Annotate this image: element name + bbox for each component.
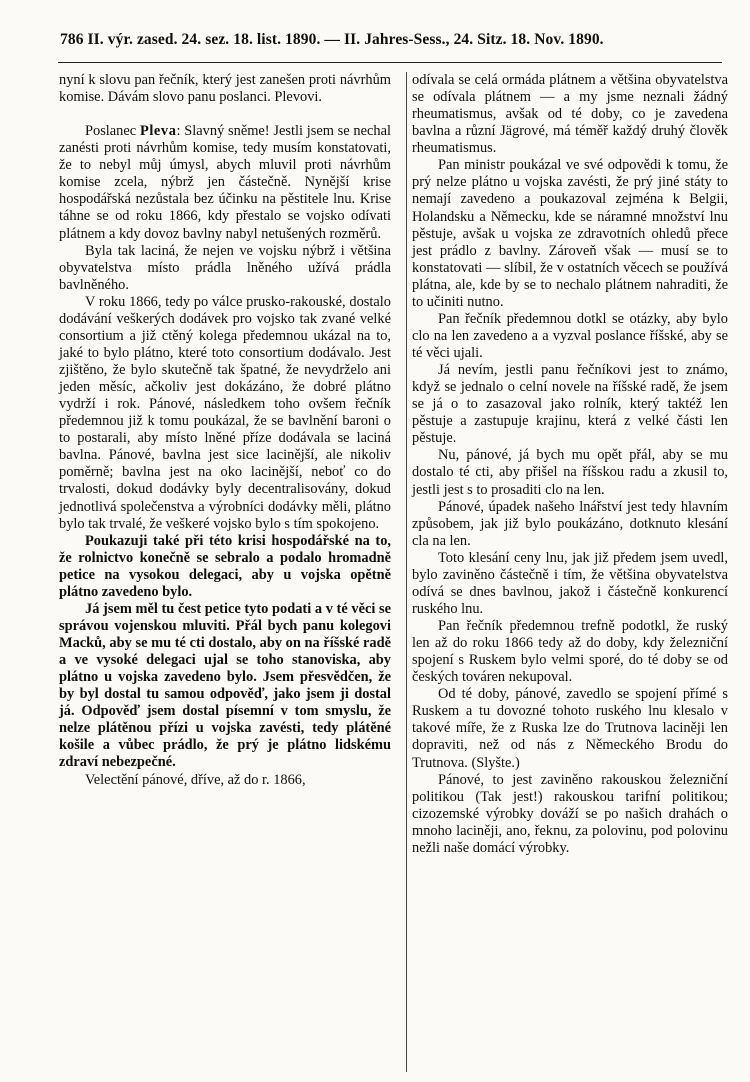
paragraph: Poukazuji také při této krisi hospodářské na to, že rolnictvo konečně se sebralo a podalo hromadně petice na vysokou delegaci, aby u vojska opětně plátno zavedeno bylo. <box>59 532 391 600</box>
speaker-name: Pleva <box>139 123 177 140</box>
right-column <box>412 72 728 857</box>
paragraph: Pan ministr poukázal ve své odpovědi k tomu, že prý nelze plátno u vojska zavésti, že prý jiné státy to nemají zavedeno a poukazoval zejména k Belgii, Holandsku a Německu, kde se náramné množství lnu pěstuje, avšak u vojska ze zdravotních ohledů přece jest prádlo z bavlny. Zároveň však — musí se to konstatovati — slíbil, že v ostatních věcech se používá plátna, ale, kde by se to nechalo plátnem nahraditi, že to učiniti nutno. <box>412 157 728 310</box>
paragraph: Toto klesání ceny lnu, jak již předem jsem uvedl, bylo zaviněno částečně i tím, že většina obyvatelstva odívá se dnes bavlnou, jakož i částečně konkurencí ruského lnu. <box>412 549 728 617</box>
paragraph: Velectění pánové, dříve, až do r. 1866, <box>85 771 306 788</box>
speech-text: : Slavný sněme! Jestli jsem se nechal zanésti proti návrhům komise, tedy musím konstatovati, že to nebyl můj úmysl, abych mluvil proti návrhům komise zcela, nýbrž jen částečně. Nynější krise hospodářská nezůstala bez účinku na pěstitele lnu. Krise táhne se od roku 1866, kdy přestalo se vojsko odívati plátnem a kdy dovoz bavlny nabyl netušených rozměrů. <box>59 123 391 242</box>
paragraph: Pánové, to jest zaviněno rakouskou železniční politikou (Tak jest!) rakouskou tarifní politikou; cizozemské výrobky dováží se po našich drahách o mnoho laciněji, ano, řeknu, za polovinu, pod polovinu nežli naše domácí výrobky. <box>412 771 728 856</box>
page-header: 786 II. výr. zased. 24. sez. 18. list. 1890. — II. Jahres-Sess., 24. Sitz. 18. Nov. 1890. <box>60 31 604 48</box>
paragraph: Od té doby, pánové, zavedlo se spojení přímé s Ruskem a tu dovozné tohoto ruského lnu klesalo v takové míře, že z Ruska lze do Trutnova laciněji len dopraviti, než od nás z Německého Brodu do Trutnova. (Slyšte.) <box>412 686 728 771</box>
left-column <box>59 72 391 789</box>
paragraph <box>59 123 391 242</box>
column-divider <box>406 72 407 1072</box>
paragraph: Pánové, úpadek našeho lnářství jest tedy hlavním způsobem, jak již bylo poukázáno, dotknuto klesání cla na len. <box>412 498 728 549</box>
paragraph: V roku 1866, tedy po válce prusko-rakouské, dostalo dodávání veškerých dodávek pro vojsko tak zvané velké consortium a již ctěný kolega předemnou ukázal na to, jaké to bylo plátno, které toto consortium dodávalo. Jest zjištěno, že bylo skutečně tak špatné, že nevydrželo ani jeden měsíc, ačkoliv jest dokázáno, že dobré plátno vydrží i rok. Pánové, následkem toho ovšem řečník předemnou již k tomu poukázal, že se bavlnění baroni o to postarali, aby místo lněné příze dodávala se laciná bavlna. Pánové, bavlna jest sice lacinější, ale nikoliv poměrně; bavlna jest na oko lacinější, neboť co do trvalosti, dokud dodávky byly decentralisovány, dokud jednotlivá společenstva a výrobníci dodávky měli, plátno bylo tak trvalé, že veškeré vojsko bylo s tím spokojeno. <box>59 293 391 532</box>
paragraph: Já nevím, jestli panu řečníkovi jest to známo, když se jednalo o celní novele na říšské radě, že jsem se já o to zasazoval jako rolník, který taktéž len pěstuje a zastupuje krajinu, která z velké části len pěstuje. <box>412 362 728 447</box>
paragraph: Já jsem měl tu čest petice tyto podati a v té věci se správou vojenskou mluviti. Přál bych panu kolegovi Macků, aby se mu té cti dostalo, aby on na říšské radě a ve vysoké delegaci ujal se toho stanoviska, aby plátno u vojska zavedeno bylo. Jsem přesvědčen, že by byl dostal tu samou odpověď, jako jsem ji dostal já. Odpověď jsem dostal písemní v tom smyslu, že nelze plátěnou přízi u vojska zavésti, tedy plátěné košile a vůbec prádlo, že prý je plátno lidskému zdraví nebezpečné. <box>59 600 391 771</box>
paragraph: odívala se celá ormáda plátnem a většina obyvatelstva se odívala plátnem — a my jsme neznali žádný rheumatismus, avšak od té doby, co je zavedena bavlna a různí Jägrové, má téměř každý druhý člověk rheumatismus. <box>412 72 728 157</box>
paragraph-gap <box>59 106 391 123</box>
paragraph: nyní k slovu pan řečník, který jest zanešen proti návrhům komise. Dávám slovo panu poslanci. Plevovi. <box>59 72 391 106</box>
paragraph: Nu, pánové, já bych mu opět přál, aby se mu dostalo té cti, aby přišel na říšskou radu a zkusil to, jestli jest s to prosaditi clo na len. <box>412 447 728 498</box>
paragraph: Byla tak laciná, že nejen ve vojsku nýbrž i většina obyvatelstva místo prádla lněného užívá prádla bavlněného. <box>59 242 391 293</box>
paragraph: Pan řečník předemnou dotkl se otázky, aby bylo clo na len zavedeno a a vyzval poslance říšské, aby se té věci ujali. <box>412 310 728 361</box>
header-rule <box>58 62 722 63</box>
paragraph: Pan řečník předemnou trefně podotkl, že ruský len až do roku 1866 tedy až do doby, kdy železniční spojení s Ruskem bylo velmi sporé, do té doby se od českých továren nekupoval. <box>412 618 728 686</box>
speaker-prefix: Poslanec <box>85 123 140 140</box>
